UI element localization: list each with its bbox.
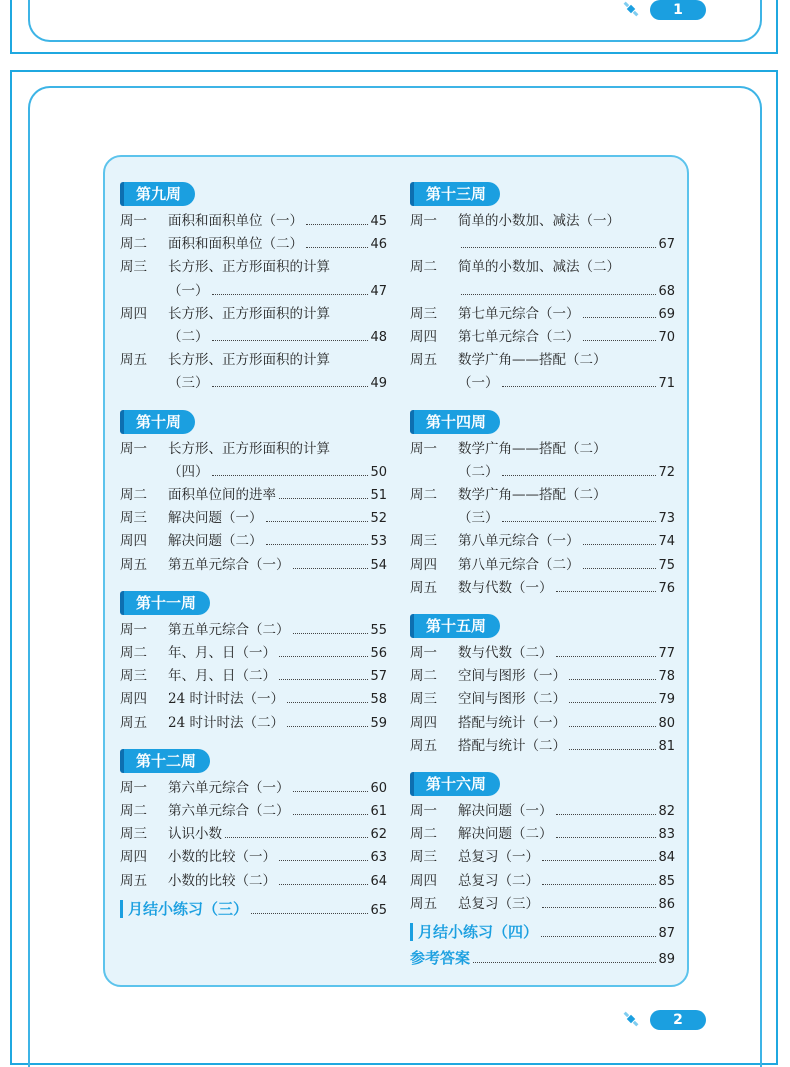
entry-title: 年、月、日（一） bbox=[168, 645, 276, 662]
satellite-icon bbox=[620, 1008, 642, 1030]
week-title: 第十六周 bbox=[410, 772, 500, 796]
dot-leader bbox=[293, 814, 369, 815]
entry-title: 第七单元综合（二） bbox=[458, 329, 580, 346]
toc-entry bbox=[410, 210, 675, 256]
entry-day: 周四 bbox=[120, 691, 147, 708]
dot-leader bbox=[542, 884, 656, 885]
entry-title-continuation: （二） bbox=[458, 463, 499, 480]
entry-title: 第六单元综合（二） bbox=[168, 803, 290, 820]
entry-title: 第六单元综合（一） bbox=[168, 779, 290, 796]
toc-entry bbox=[410, 712, 675, 735]
entry-page-number: 46 bbox=[370, 237, 387, 253]
top-page-number: 1 bbox=[650, 0, 706, 20]
toc-entry-line bbox=[120, 233, 387, 256]
entry-page-number: 53 bbox=[370, 534, 387, 550]
entry-title: 长方形、正方形面积的计算 bbox=[168, 440, 330, 457]
entry-title-continuation: （二） bbox=[168, 329, 209, 346]
entry-day: 周五 bbox=[120, 872, 147, 889]
entry-day: 周五 bbox=[120, 556, 147, 573]
entry-day: 周四 bbox=[410, 329, 437, 346]
toc-entry-line bbox=[410, 349, 675, 372]
toc-entry bbox=[120, 233, 387, 256]
entry-day: 周三 bbox=[120, 826, 147, 843]
entry-title: 空间与图形（二） bbox=[458, 691, 566, 708]
toc-entry-line bbox=[410, 688, 675, 711]
entry-title: 面积和面积单位（一） bbox=[168, 213, 303, 229]
toc-entry-line bbox=[120, 846, 387, 869]
entry-page-number: 69 bbox=[658, 306, 675, 322]
table-of-contents-panel bbox=[103, 155, 689, 987]
dot-leader bbox=[569, 702, 656, 703]
dot-leader bbox=[266, 544, 369, 545]
dot-leader bbox=[212, 294, 369, 295]
toc-entry-line bbox=[120, 507, 387, 530]
entry-day: 周四 bbox=[120, 849, 147, 866]
toc-entry bbox=[120, 530, 387, 553]
toc-entry-line bbox=[410, 712, 675, 735]
entry-title: 解决问题（一） bbox=[168, 510, 263, 527]
entry-page-number: 61 bbox=[370, 804, 387, 820]
toc-entry-line bbox=[410, 735, 675, 758]
toc-entry-line bbox=[120, 665, 387, 688]
toc-entry-line bbox=[410, 326, 675, 349]
entry-day: 周五 bbox=[120, 352, 147, 369]
entry-page-number: 51 bbox=[370, 488, 387, 504]
dot-leader bbox=[569, 679, 656, 680]
toc-entry bbox=[120, 256, 387, 302]
entry-day: 周三 bbox=[120, 259, 147, 276]
extra-label: 月结小练习（四） bbox=[410, 920, 538, 945]
entry-page-number: 62 bbox=[370, 827, 387, 843]
toc-entry-continuation bbox=[120, 280, 387, 303]
entry-day: 周四 bbox=[410, 872, 437, 889]
dot-leader bbox=[502, 521, 657, 522]
entry-title: 数与代数（一） bbox=[458, 579, 553, 596]
toc-entry-line bbox=[410, 846, 675, 869]
entry-page-number: 52 bbox=[370, 511, 387, 527]
toc-entry-line bbox=[120, 554, 387, 577]
toc-entry bbox=[120, 712, 387, 735]
toc-entry bbox=[120, 846, 387, 869]
entry-day: 周五 bbox=[410, 895, 437, 912]
entry-page-number: 73 bbox=[658, 511, 675, 527]
entry-title: 24 时计时法（二） bbox=[168, 714, 284, 731]
toc-entry-continuation bbox=[120, 326, 387, 349]
toc-entry-line bbox=[120, 870, 387, 893]
dot-leader bbox=[583, 544, 657, 545]
extra-label: 月结小练习（三） bbox=[120, 897, 248, 922]
entry-title: 小数的比较（一） bbox=[168, 849, 276, 866]
entry-title: 数学广角——搭配（二） bbox=[458, 440, 607, 457]
entry-day: 周一 bbox=[120, 213, 147, 229]
entry-title: 面积和面积单位（二） bbox=[168, 236, 303, 253]
toc-entry bbox=[410, 688, 675, 711]
entry-day: 周二 bbox=[120, 487, 147, 504]
toc-entry-line bbox=[410, 210, 675, 233]
entry-day: 周一 bbox=[120, 440, 147, 457]
toc-entry bbox=[410, 870, 675, 893]
entry-day: 周一 bbox=[410, 440, 437, 457]
toc-entry-line bbox=[120, 777, 387, 800]
entry-page-number: 78 bbox=[658, 669, 675, 685]
entry-day: 周一 bbox=[120, 779, 147, 796]
toc-entry bbox=[120, 303, 387, 349]
week-section bbox=[120, 749, 387, 893]
entry-day: 周二 bbox=[410, 487, 437, 504]
entry-title: 数学广角——搭配（二） bbox=[458, 352, 607, 369]
dot-leader bbox=[306, 224, 368, 225]
entry-day: 周一 bbox=[410, 803, 437, 820]
dot-leader bbox=[279, 656, 368, 657]
entry-day: 周一 bbox=[120, 621, 147, 638]
toc-entry-line bbox=[410, 665, 675, 688]
entry-day: 周三 bbox=[410, 305, 437, 322]
week-title: 第十周 bbox=[120, 410, 195, 434]
entry-day: 周三 bbox=[410, 691, 437, 708]
toc-entry bbox=[410, 438, 675, 484]
toc-entry-line bbox=[410, 870, 675, 893]
entry-page-number: 59 bbox=[370, 715, 387, 731]
toc-entry-continuation bbox=[410, 280, 675, 303]
entry-day: 周二 bbox=[120, 236, 147, 253]
entry-day: 周二 bbox=[410, 826, 437, 843]
entry-page-number: 67 bbox=[658, 237, 675, 253]
left-column bbox=[120, 182, 387, 923]
entry-title: 搭配与统计（一） bbox=[458, 714, 566, 731]
toc-entry-continuation bbox=[120, 461, 387, 484]
entry-title: 长方形、正方形面积的计算 bbox=[168, 305, 330, 322]
toc-entry bbox=[410, 735, 675, 758]
toc-entry bbox=[120, 349, 387, 395]
toc-entry-continuation bbox=[410, 461, 675, 484]
week-section bbox=[410, 182, 675, 396]
toc-entry-line bbox=[410, 554, 675, 577]
entry-day: 周一 bbox=[410, 645, 437, 662]
dot-leader bbox=[583, 317, 657, 318]
toc-entry-line bbox=[120, 642, 387, 665]
dot-leader bbox=[266, 521, 369, 522]
entry-page-number: 57 bbox=[370, 669, 387, 685]
entry-page-number: 75 bbox=[658, 557, 675, 573]
entry-page-number: 50 bbox=[370, 464, 387, 480]
dot-leader bbox=[279, 884, 368, 885]
entry-day: 周一 bbox=[410, 213, 437, 229]
entry-page-number: 63 bbox=[370, 850, 387, 866]
entry-page-number: 79 bbox=[658, 692, 675, 708]
entry-page-number: 56 bbox=[370, 646, 387, 662]
entry-title: 总复习（二） bbox=[458, 872, 539, 889]
entry-day: 周五 bbox=[120, 714, 147, 731]
toc-entry-continuation bbox=[410, 372, 675, 395]
toc-entry bbox=[120, 688, 387, 711]
entry-day: 周二 bbox=[120, 803, 147, 820]
entry-title: 总复习（三） bbox=[458, 895, 539, 912]
dot-leader bbox=[583, 340, 657, 341]
right-column bbox=[410, 182, 675, 972]
dot-leader bbox=[251, 913, 368, 914]
toc-entry-line bbox=[120, 256, 387, 279]
entry-day: 周四 bbox=[410, 556, 437, 573]
entry-title: 简单的小数加、减法（一） bbox=[458, 213, 620, 229]
entry-page-number: 68 bbox=[658, 283, 675, 299]
toc-entry-line bbox=[410, 800, 675, 823]
toc-entry bbox=[120, 619, 387, 642]
entry-title: 数与代数（二） bbox=[458, 645, 553, 662]
dot-leader bbox=[306, 247, 368, 248]
entry-day: 周三 bbox=[120, 668, 147, 685]
entry-day: 周四 bbox=[410, 714, 437, 731]
toc-entry bbox=[410, 326, 675, 349]
dot-leader bbox=[279, 679, 368, 680]
entry-title-continuation: （三） bbox=[168, 375, 209, 392]
entry-page-number: 49 bbox=[370, 376, 387, 392]
dot-leader bbox=[225, 837, 368, 838]
entry-title: 简单的小数加、减法（二） bbox=[458, 259, 620, 276]
entry-day: 周二 bbox=[410, 668, 437, 685]
toc-entry bbox=[410, 577, 675, 600]
dot-leader bbox=[293, 568, 369, 569]
toc-entry bbox=[410, 823, 675, 846]
toc-entry-continuation bbox=[120, 372, 387, 395]
toc-entry-line bbox=[120, 688, 387, 711]
week-title: 第十五周 bbox=[410, 614, 500, 638]
entry-title: 空间与图形（一） bbox=[458, 668, 566, 685]
entry-day: 周四 bbox=[120, 533, 147, 550]
entry-title: 解决问题（一） bbox=[458, 803, 553, 820]
dot-leader bbox=[502, 475, 657, 476]
toc-entry-line bbox=[120, 210, 387, 233]
week-section bbox=[120, 591, 387, 735]
toc-extra-entry bbox=[410, 946, 675, 972]
toc-extra-entry bbox=[410, 920, 675, 946]
entry-title: 解决问题（二） bbox=[458, 826, 553, 843]
week-title: 第九周 bbox=[120, 182, 195, 206]
entry-title: 面积单位间的进率 bbox=[168, 487, 276, 504]
dot-leader bbox=[461, 247, 656, 248]
toc-entry bbox=[120, 665, 387, 688]
toc-entry-line bbox=[410, 577, 675, 600]
toc-entry-line bbox=[120, 530, 387, 553]
toc-entry bbox=[410, 349, 675, 395]
entry-title-continuation: （一） bbox=[458, 375, 499, 392]
entry-title: 搭配与统计（二） bbox=[458, 737, 566, 754]
toc-entry bbox=[410, 642, 675, 665]
toc-entry-line bbox=[120, 619, 387, 642]
toc-entry bbox=[410, 554, 675, 577]
toc-entry-continuation bbox=[410, 507, 675, 530]
entry-title: 第五单元综合（一） bbox=[168, 556, 290, 573]
dot-leader bbox=[502, 386, 657, 387]
toc-entry-continuation bbox=[410, 233, 675, 256]
entry-page-number: 72 bbox=[658, 464, 675, 480]
toc-entry bbox=[410, 530, 675, 553]
entry-page-number: 47 bbox=[370, 283, 387, 299]
dot-leader bbox=[279, 498, 368, 499]
entry-title: 总复习（一） bbox=[458, 849, 539, 866]
toc-entry bbox=[120, 507, 387, 530]
toc-entry-line bbox=[410, 303, 675, 326]
dot-leader bbox=[293, 791, 369, 792]
bottom-page-number: 2 bbox=[650, 1010, 706, 1030]
extra-label: 参考答案 bbox=[410, 949, 471, 968]
toc-entry-line bbox=[410, 256, 675, 279]
entry-page-number: 84 bbox=[658, 850, 675, 866]
entry-title: 第八单元综合（一） bbox=[458, 533, 580, 550]
dot-leader bbox=[279, 860, 368, 861]
dot-leader bbox=[569, 726, 656, 727]
dot-leader bbox=[556, 837, 657, 838]
week-title: 第十一周 bbox=[120, 591, 210, 615]
entry-title: 数学广角——搭配（二） bbox=[458, 487, 607, 504]
entry-day: 周五 bbox=[410, 352, 437, 369]
toc-entry-line bbox=[120, 800, 387, 823]
toc-entry bbox=[410, 800, 675, 823]
entry-page-number: 45 bbox=[370, 214, 387, 229]
dot-leader bbox=[541, 936, 656, 937]
dot-leader bbox=[473, 962, 656, 963]
entry-title: 小数的比较（二） bbox=[168, 872, 276, 889]
entry-day: 周三 bbox=[410, 533, 437, 550]
entry-page-number: 82 bbox=[658, 804, 675, 820]
entry-title: 第七单元综合（一） bbox=[458, 305, 580, 322]
week-title: 第十二周 bbox=[120, 749, 210, 773]
entry-page-number: 83 bbox=[658, 827, 675, 843]
dot-leader bbox=[569, 749, 656, 750]
toc-entry-line bbox=[410, 438, 675, 461]
entry-day: 周三 bbox=[120, 510, 147, 527]
toc-entry bbox=[410, 846, 675, 869]
toc-entry-line bbox=[120, 712, 387, 735]
dot-leader bbox=[212, 475, 369, 476]
entry-title: 第五单元综合（二） bbox=[168, 621, 290, 638]
dot-leader bbox=[556, 591, 657, 592]
toc-entry-line bbox=[410, 642, 675, 665]
extra-page-number: 87 bbox=[658, 926, 675, 942]
dot-leader bbox=[212, 340, 369, 341]
toc-entry-line bbox=[410, 484, 675, 507]
extra-page-number: 65 bbox=[370, 902, 387, 918]
toc-entry bbox=[410, 256, 675, 302]
toc-entry bbox=[410, 665, 675, 688]
entry-day: 周五 bbox=[410, 579, 437, 596]
entry-title: 24 时计时法（一） bbox=[168, 691, 284, 708]
entry-day: 周二 bbox=[410, 259, 437, 276]
entry-title: 长方形、正方形面积的计算 bbox=[168, 352, 330, 369]
entry-title: 解决问题（二） bbox=[168, 533, 263, 550]
entry-day: 周五 bbox=[410, 737, 437, 754]
entry-title: 第八单元综合（二） bbox=[458, 556, 580, 573]
entry-title-continuation: （一） bbox=[168, 282, 209, 299]
entry-day: 周三 bbox=[410, 849, 437, 866]
dot-leader bbox=[461, 294, 656, 295]
dot-leader bbox=[542, 907, 656, 908]
entry-title-continuation: （四） bbox=[168, 463, 209, 480]
entry-page-number: 48 bbox=[370, 330, 387, 346]
toc-entry-line bbox=[120, 303, 387, 326]
dot-leader bbox=[556, 814, 657, 815]
entry-page-number: 80 bbox=[658, 715, 675, 731]
entry-page-number: 70 bbox=[658, 330, 675, 346]
week-section bbox=[120, 182, 387, 396]
entry-page-number: 74 bbox=[658, 534, 675, 550]
dot-leader bbox=[287, 726, 368, 727]
entry-title-continuation: （三） bbox=[458, 510, 499, 527]
toc-entry bbox=[120, 210, 387, 233]
toc-entry bbox=[120, 800, 387, 823]
toc-entry bbox=[120, 823, 387, 846]
toc-entry bbox=[120, 642, 387, 665]
entry-page-number: 58 bbox=[370, 692, 387, 708]
entry-page-number: 85 bbox=[658, 873, 675, 889]
toc-entry-line bbox=[410, 823, 675, 846]
week-title: 第十四周 bbox=[410, 410, 500, 434]
entry-page-number: 86 bbox=[658, 896, 675, 912]
toc-entry-line bbox=[120, 484, 387, 507]
toc-entry-line bbox=[120, 823, 387, 846]
toc-entry bbox=[410, 484, 675, 530]
entry-page-number: 81 bbox=[658, 738, 675, 754]
week-section bbox=[120, 410, 387, 577]
dot-leader bbox=[542, 860, 656, 861]
toc-entry bbox=[120, 870, 387, 893]
dot-leader bbox=[583, 568, 657, 569]
entry-title: 长方形、正方形面积的计算 bbox=[168, 259, 330, 276]
extra-page-number: 89 bbox=[658, 952, 675, 968]
entry-page-number: 76 bbox=[658, 580, 675, 596]
dot-leader bbox=[556, 656, 657, 657]
entry-title: 认识小数 bbox=[168, 826, 222, 843]
entry-page-number: 71 bbox=[658, 376, 675, 392]
toc-entry-line bbox=[410, 893, 675, 916]
entry-title: 年、月、日（二） bbox=[168, 668, 276, 685]
entry-page-number: 60 bbox=[370, 780, 387, 796]
toc-entry bbox=[410, 893, 675, 916]
week-section bbox=[410, 772, 675, 916]
toc-entry-line bbox=[120, 349, 387, 372]
toc-entry bbox=[120, 777, 387, 800]
satellite-icon bbox=[620, 0, 642, 20]
toc-entry bbox=[410, 303, 675, 326]
entry-page-number: 55 bbox=[370, 622, 387, 638]
week-title: 第十三周 bbox=[410, 182, 500, 206]
week-section bbox=[410, 410, 675, 600]
toc-entry-line bbox=[120, 438, 387, 461]
toc-entry bbox=[120, 484, 387, 507]
toc-entry bbox=[120, 438, 387, 484]
toc-entry-line bbox=[410, 530, 675, 553]
entry-day: 周二 bbox=[120, 645, 147, 662]
toc-entry bbox=[120, 554, 387, 577]
toc-extra-entry bbox=[120, 897, 387, 923]
entry-page-number: 64 bbox=[370, 873, 387, 889]
week-section bbox=[410, 614, 675, 758]
dot-leader bbox=[287, 702, 368, 703]
entry-page-number: 54 bbox=[370, 557, 387, 573]
entry-page-number: 77 bbox=[658, 646, 675, 662]
entry-day: 周四 bbox=[120, 305, 147, 322]
dot-leader bbox=[293, 633, 369, 634]
dot-leader bbox=[212, 386, 369, 387]
